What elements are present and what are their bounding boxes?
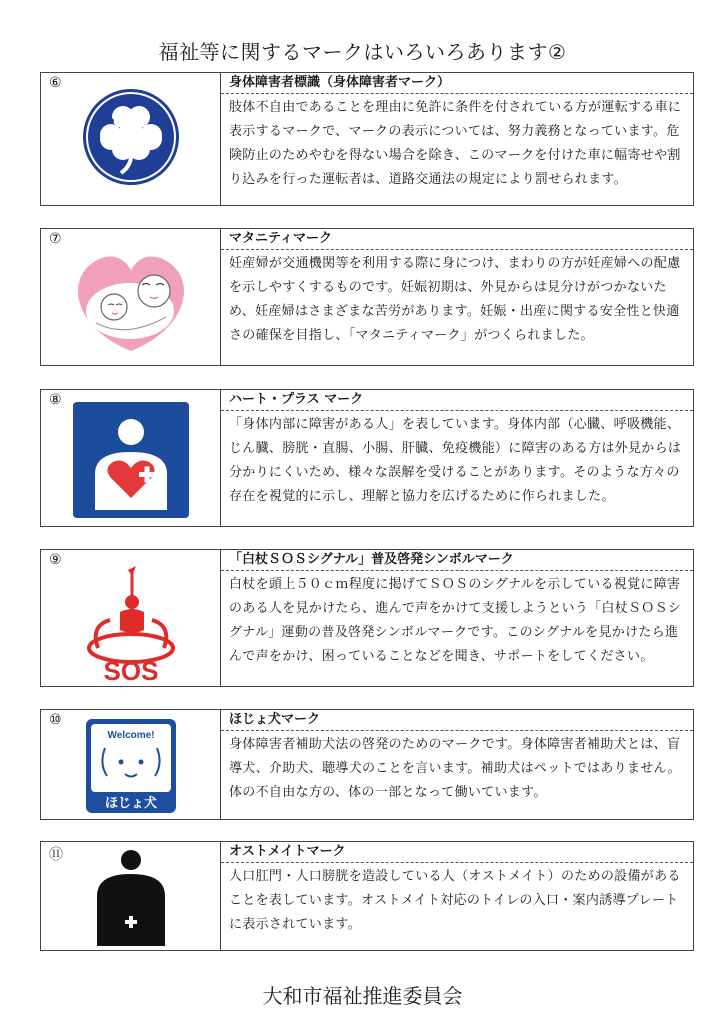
card-body: 「身体内部に障害がある人」を表しています。身体内部（心臓、呼吸機能、じん臓、膀胱・直腸、小腸、肝臓、免疫機能）に障害のある方は外見からは分かりにくいため、様々な誤解を受けることがあります。そのような方々の存在を視覚的に示し、理解と協力を広げるために作られました。 bbox=[229, 417, 682, 504]
card-heading: オストメイトマーク bbox=[221, 842, 693, 863]
card-heading: ほじょ犬マーク bbox=[221, 710, 693, 731]
card-number: ⑦ bbox=[49, 231, 62, 247]
sos-mark-text: SOS bbox=[103, 656, 158, 686]
icon-cell bbox=[41, 842, 221, 950]
card-sos-signal-mark bbox=[40, 549, 694, 687]
card-assistance-dog-mark bbox=[40, 709, 694, 820]
assistance-dog-mark-icon bbox=[85, 718, 177, 814]
clover-mark-icon bbox=[81, 87, 181, 187]
icon-cell bbox=[41, 710, 221, 819]
page-title: 福祉等に関するマークはいろいろあります② bbox=[158, 40, 567, 64]
card-number: ⑪ bbox=[49, 847, 63, 863]
footer-organization: 大和市福祉推進委員会 bbox=[262, 984, 463, 1008]
dog-mark-welcome: Welcome! bbox=[106, 730, 155, 741]
card-heading: 身体障害者標識（身体障害者マーク） bbox=[221, 73, 693, 94]
card-ostomate-mark bbox=[40, 841, 694, 951]
icon-cell bbox=[41, 390, 221, 526]
icon-cell bbox=[41, 229, 221, 365]
heart-plus-mark-icon bbox=[73, 402, 189, 518]
card-number: ⑨ bbox=[49, 552, 62, 568]
card-heading: ハート・プラス マーク bbox=[221, 390, 693, 411]
ostomate-mark-icon bbox=[91, 848, 171, 948]
card-body: 肢体不自由であることを理由に免許に条件を付されている方が運転する車に表示するマークで、マークの表示については、努力義務となっています。危険防止のためやむを得ない場合を除き、このマークを付けた車に幅寄せや割り込みを行った運転者は、道路交通法の規定により罰せられます。 bbox=[229, 100, 682, 187]
sos-signal-mark-icon bbox=[76, 564, 186, 686]
card-number: ⑩ bbox=[49, 712, 62, 728]
card-body: 妊産婦が交通機関等を利用する際に身につけ、まわりの方が妊産婦への配慮を示しやすくするものです。妊娠初期は、外見からは見分けがつかないため、妊産婦はさまざまな苦労があります。妊娠・出産に関する安全性と快適さの確保を目指し、「マタニティマーク」がつくられました。 bbox=[229, 256, 681, 343]
card-number: ⑥ bbox=[49, 75, 62, 91]
card-number: ⑧ bbox=[49, 392, 62, 408]
icon-cell bbox=[41, 550, 221, 686]
card-maternity-mark bbox=[40, 228, 694, 366]
maternity-mark-icon bbox=[66, 239, 196, 359]
icon-cell bbox=[41, 73, 221, 205]
dog-mark-label: ほじょ犬 bbox=[104, 796, 157, 811]
card-body: 白杖を頭上５０ｃｍ程度に掲げてＳＯＳのシグナルを示している視覚に障害のある人を見かけたら、進んで声をかけて支援しようという「白杖ＳＯＳシグナル」運動の普及啓発シンボルマークです。このシグナルを見かけたら進んで声をかけ、困っていることなどを聞き、サポートをしてください。 bbox=[229, 577, 682, 664]
card-body: 身体障害者補助犬法の啓発のためのマークです。身体障害者補助犬とは、盲導犬、介助犬、聴導犬のことを言います。補助犬はペットではありません。体の不自由な方の、体の一部となって働いています。 bbox=[229, 737, 681, 800]
card-heading: マタニティマーク bbox=[221, 229, 693, 250]
card-heart-plus-mark bbox=[40, 389, 694, 527]
card-heading: 「白杖ＳＯＳシグナル」普及啓発シンボルマーク bbox=[221, 550, 693, 571]
card-body: 人口肛門・人口膀胱を造設している人（オストメイト）のための設備があることを表しています。オストメイト対応のトイレの入口・案内誘導プレートに表示されています。 bbox=[229, 869, 681, 932]
card-disability-mark bbox=[40, 72, 694, 206]
